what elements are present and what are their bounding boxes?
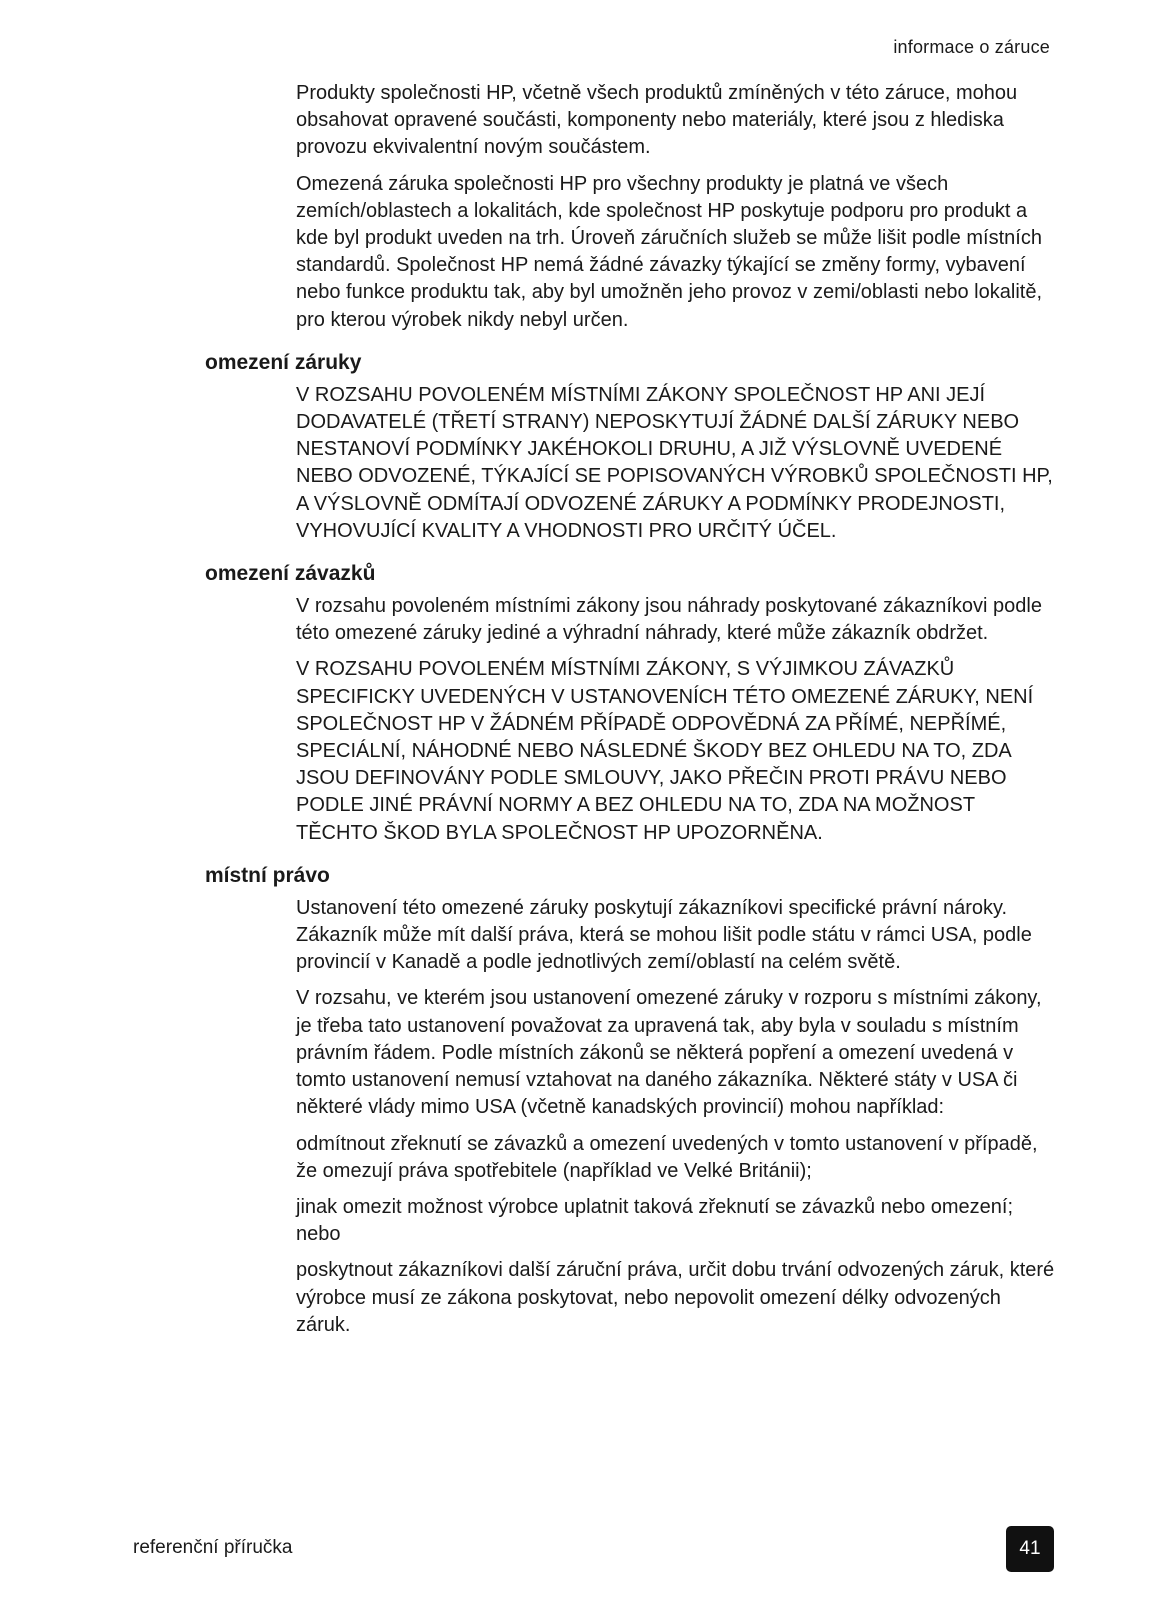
section-body [296,593,1056,847]
page-number-badge [1006,1526,1054,1572]
page-content [0,80,1156,1348]
intro-block [296,80,1056,334]
section-body [296,382,1056,545]
paragraph: Ustanovení této omezené záruky poskytují zákazníkovi specifické právní nároky. Zákazník může mít další práva, která se mohou lišit podle státu v rámci USA, podle provincií v Kanadě a podle jednotlivých zemí/oblastí na celém světě. [296,896,1032,974]
paragraph: V ROZSAHU POVOLENÉM MÍSTNÍMI ZÁKONY SPOLEČNOST HP ANI JEJÍ DODAVATELÉ (TŘETÍ STRANY) NEPOSKYTUJÍ ŽÁDNÉ DALŠÍ ZÁRUKY NEBO NESTANOVÍ PODMÍNKY JAKÉHOKOLI DRUHU, A JIŽ VÝSLOVNĚ UVEDENÉ NEBO ODVOZENÉ, TÝKAJÍCÍ SE POPISOVANÝCH VÝROBKŮ SPOLEČNOSTI HP, A VÝSLOVNĚ ODMÍTAJÍ ODVOZENÉ ZÁRUKY A PODMÍNKY PRODEJNOSTI, VYHOVUJÍCÍ KVALITY A VHODNOSTI PRO URČITÝ ÚČEL. [296,383,1053,542]
footer-label: referenční příručka [133,1537,293,1558]
section-heading: místní právo [205,863,330,887]
paragraph: V rozsahu, ve kterém jsou ustanovení omezené záruky v rozporu s místními zákony, je třeba tato ustanovení považovat za upravená tak, aby byla v souladu s místním právním řádem. Podle místních zákonů se některá popření a omezení uvedená v tomto ustanovení nemusí vztahovat na daného zákazníka. Některé státy v USA či některé vlády mimo USA (včetně kanadských provincií) mohou například: [296,987,1042,1119]
page-number: 41 [1019,1538,1041,1559]
paragraph: poskytnout zákazníkovi další záruční práva, určit dobu trvání odvozených záruk, které výrobce musí ze zákona poskytovat, nebo nepovolit omezení délky odvozených záruk. [296,1259,1055,1336]
paragraph: jinak omezit možnost výrobce uplatnit taková zřeknutí se závazků nebo omezení; nebo [296,1195,1014,1246]
paragraph: Produkty společnosti HP, včetně všech produktů zmíněných v této záruce, mohou obsahovat opravené součásti, komponenty nebo materiály, které jsou z hlediska provozu ekvivalentní novým součástem. [296,82,1018,159]
paragraph: V ROZSAHU POVOLENÉM MÍSTNÍMI ZÁKONY, S VÝJIMKOU ZÁVAZKŮ SPECIFICKY UVEDENÝCH V USTANOVENÍCH TÉTO OMEZENÉ ZÁRUKY, NENÍ SPOLEČNOST HP V ŽÁDNÉM PŘÍPADĚ ODPOVĚDNÁ ZA PŘÍMÉ, NEPŘÍMÉ, SPECIÁLNÍ, NÁHODNÉ NEBO NÁSLEDNÉ ŠKODY BEZ OHLEDU NA TO, ZDA JSOU DEFINOVÁNY PODLE SMLOUVY, JAKO PŘEČIN PROTI PRÁVU NEBO PODLE JINÉ PRÁVNÍ NORMY A BEZ OHLEDU NA TO, ZDA NA MOŽNOST TĚCHTO ŠKOD BYLA SPOLEČNOST HP UPOZORNĚNA. [296,658,1034,844]
paragraph: V rozsahu povoleném místními zákony jsou náhrady poskytované zákazníkovi podle této omezené záruky jediné a výhradní náhrady, které může zákazník obdržet. [296,595,1042,645]
section-heading: omezení záruky [205,350,362,374]
paragraph: odmítnout zřeknutí se závazků a omezení uvedených v tomto ustanovení v případě, že omezují práva spotřebitele (například ve Velké Británii); [296,1132,1038,1182]
paragraph: Omezená záruka společnosti HP pro všechny produkty je platná ve všech zemích/oblastech a lokalitách, kde společnost HP poskytuje podporu pro produkt a kde byl produkt uveden na trh. Úroveň záručních služeb se může lišit podle místních standardů. Společnost HP nemá žádné závazky týkající se změny formy, vybavení nebo funkce produktu tak, aby byl umožněn jeho provoz v zemi/oblasti nebo lokalitě, pro kterou výrobek nikdy nebyl určen. [296,172,1042,331]
running-header: informace o záruce [893,37,1050,57]
section-body [296,895,1056,1339]
section-heading: omezení závazků [205,562,376,586]
